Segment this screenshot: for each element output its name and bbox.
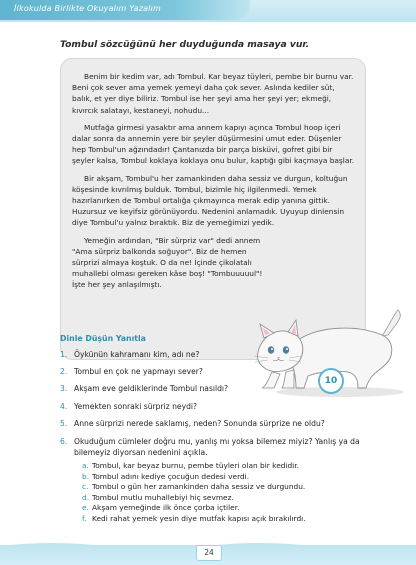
story-paragraph-1: Benim bir kedim var, adı Tombul. Kar beyaz tüyleri, pembe bir burnu var. Beni çok sever ama yemek yemeyi daha çok sever. Aslında kediler süt, balık, et yer diye biliriz. Tombul ise her şeyi ama her şeyi yer; ekmeği, kıvırcık salatayı, kestaneyi, nohudu... <box>72 72 354 115</box>
statement-text: Tombul adını kediye çocuğun dedesi verdi. <box>92 471 250 481</box>
header-title: İlkokulda Birlikte Okuyalım Yazalım <box>14 4 162 13</box>
question-5 <box>60 419 325 428</box>
question-number: 3. <box>60 384 68 393</box>
header-tab <box>0 0 250 20</box>
story-paragraph-3: Bir akşam, Tombul'u her zamankinden daha sessiz ve durgun, koltuğun köşesinde kıvrılmış bulduk. Tombul, bizimle hiç ilgilenmedi. Yemek hazırlanırken de Tombul ortalığa çıkmayınca merak edip yanına gittik. Huzursuz ve keyifsiz görünüyordu. Nedenini anlamadık. Uyuyup dinlensin diye Tombul'u yalnız bıraktık. Biz de yemeğimizi yedik. <box>72 173 348 228</box>
question-text: Yemekten sonraki sürpriz neydi? <box>74 402 198 411</box>
question-number: 6. <box>60 437 68 446</box>
question-6 <box>60 436 360 458</box>
statement-letter: d. <box>82 492 90 502</box>
question-text: Okuduğum cümleler doğru mu, yanlış mı yoksa bilemez miyiz? Yanlış ya da bilemeyiz diyorsan nedenini açıkla. <box>74 437 360 457</box>
question-number: 2. <box>60 367 68 376</box>
question-text: Tombul en çok ne yapmayı sever? <box>74 367 203 376</box>
story-text <box>72 71 356 297</box>
statement-d <box>82 493 306 504</box>
question-4 <box>60 402 197 411</box>
statement-letter: f. <box>82 513 87 523</box>
story-paragraph-4: Yemeğin ardından, "Bir sürpriz var" dedi annem "Ama sürpriz balkonda soğuyor". Biz de hemen sürprizi almaya koştuk. O da ne! İçinde çikolatalı muhallebi olması gereken kâse boş! "Tombuuuuul"! İşte her şey anlaşılmıştı. <box>72 235 263 290</box>
statement-letter: e. <box>82 503 89 513</box>
question-number: 1. <box>60 350 68 359</box>
question-2 <box>60 367 203 376</box>
statement-text: Kedi rahat yemek yesin diye mutfak kapısı açık bırakılırdı. <box>92 513 306 523</box>
story-paragraph-2: Mutfağa girmesi yasaktır ama annem kapıyı açınca Tombul hoop içeri dalar sonra da annemin yere bir şeyler düşürmesini umut eder. Düşenler hep Tombul'un ağzındadır! Çantanızda bir parça bisküvi, gofret gibi bir şeyler kalsa, Tombul koklaya koklaya onu bulur, kaptığı gibi kaçmaya başlar. <box>72 122 355 166</box>
statement-c <box>82 482 306 493</box>
statement-e <box>82 503 306 514</box>
statement-text: Akşam yemeğinde ilk önce çorba içtiler. <box>92 503 240 513</box>
statement-text: Tombul, kar beyaz burnu, pembe tüyleri olan bir kedidir. <box>92 461 299 470</box>
question-text: Akşam eve geldiklerinde Tombul nasıldı? <box>74 384 229 393</box>
question-number: 5. <box>60 419 68 428</box>
statement-text: Tombul o gün her zamankinden daha sessiz ve durgundu. <box>92 482 306 492</box>
statement-letter: c. <box>82 482 89 492</box>
questions-title: Dinle Düşün Yanıtla <box>60 334 146 343</box>
statement-b <box>82 472 306 483</box>
page-number: 24 <box>196 545 222 561</box>
statement-text: Tombul mutlu muhallebiyi hiç sevmez. <box>92 492 234 502</box>
question-text: Anne sürprizi nerede saklamış, neden? Sonunda sürprize ne oldu? <box>74 419 325 428</box>
true-false-list <box>82 461 306 525</box>
page-badge: 10 <box>318 368 344 394</box>
statement-f <box>82 514 306 525</box>
question-number: 4. <box>60 402 68 411</box>
statement-letter: a. <box>82 461 89 470</box>
question-3 <box>60 384 228 393</box>
question-1 <box>60 350 199 359</box>
statement-letter: b. <box>82 471 90 481</box>
question-text: Öykünün kahramanı kim, adı ne? <box>74 350 200 359</box>
instruction-text: Tombul sözcüğünü her duyduğunda masaya vur. <box>60 39 310 50</box>
statement-a <box>82 461 306 472</box>
